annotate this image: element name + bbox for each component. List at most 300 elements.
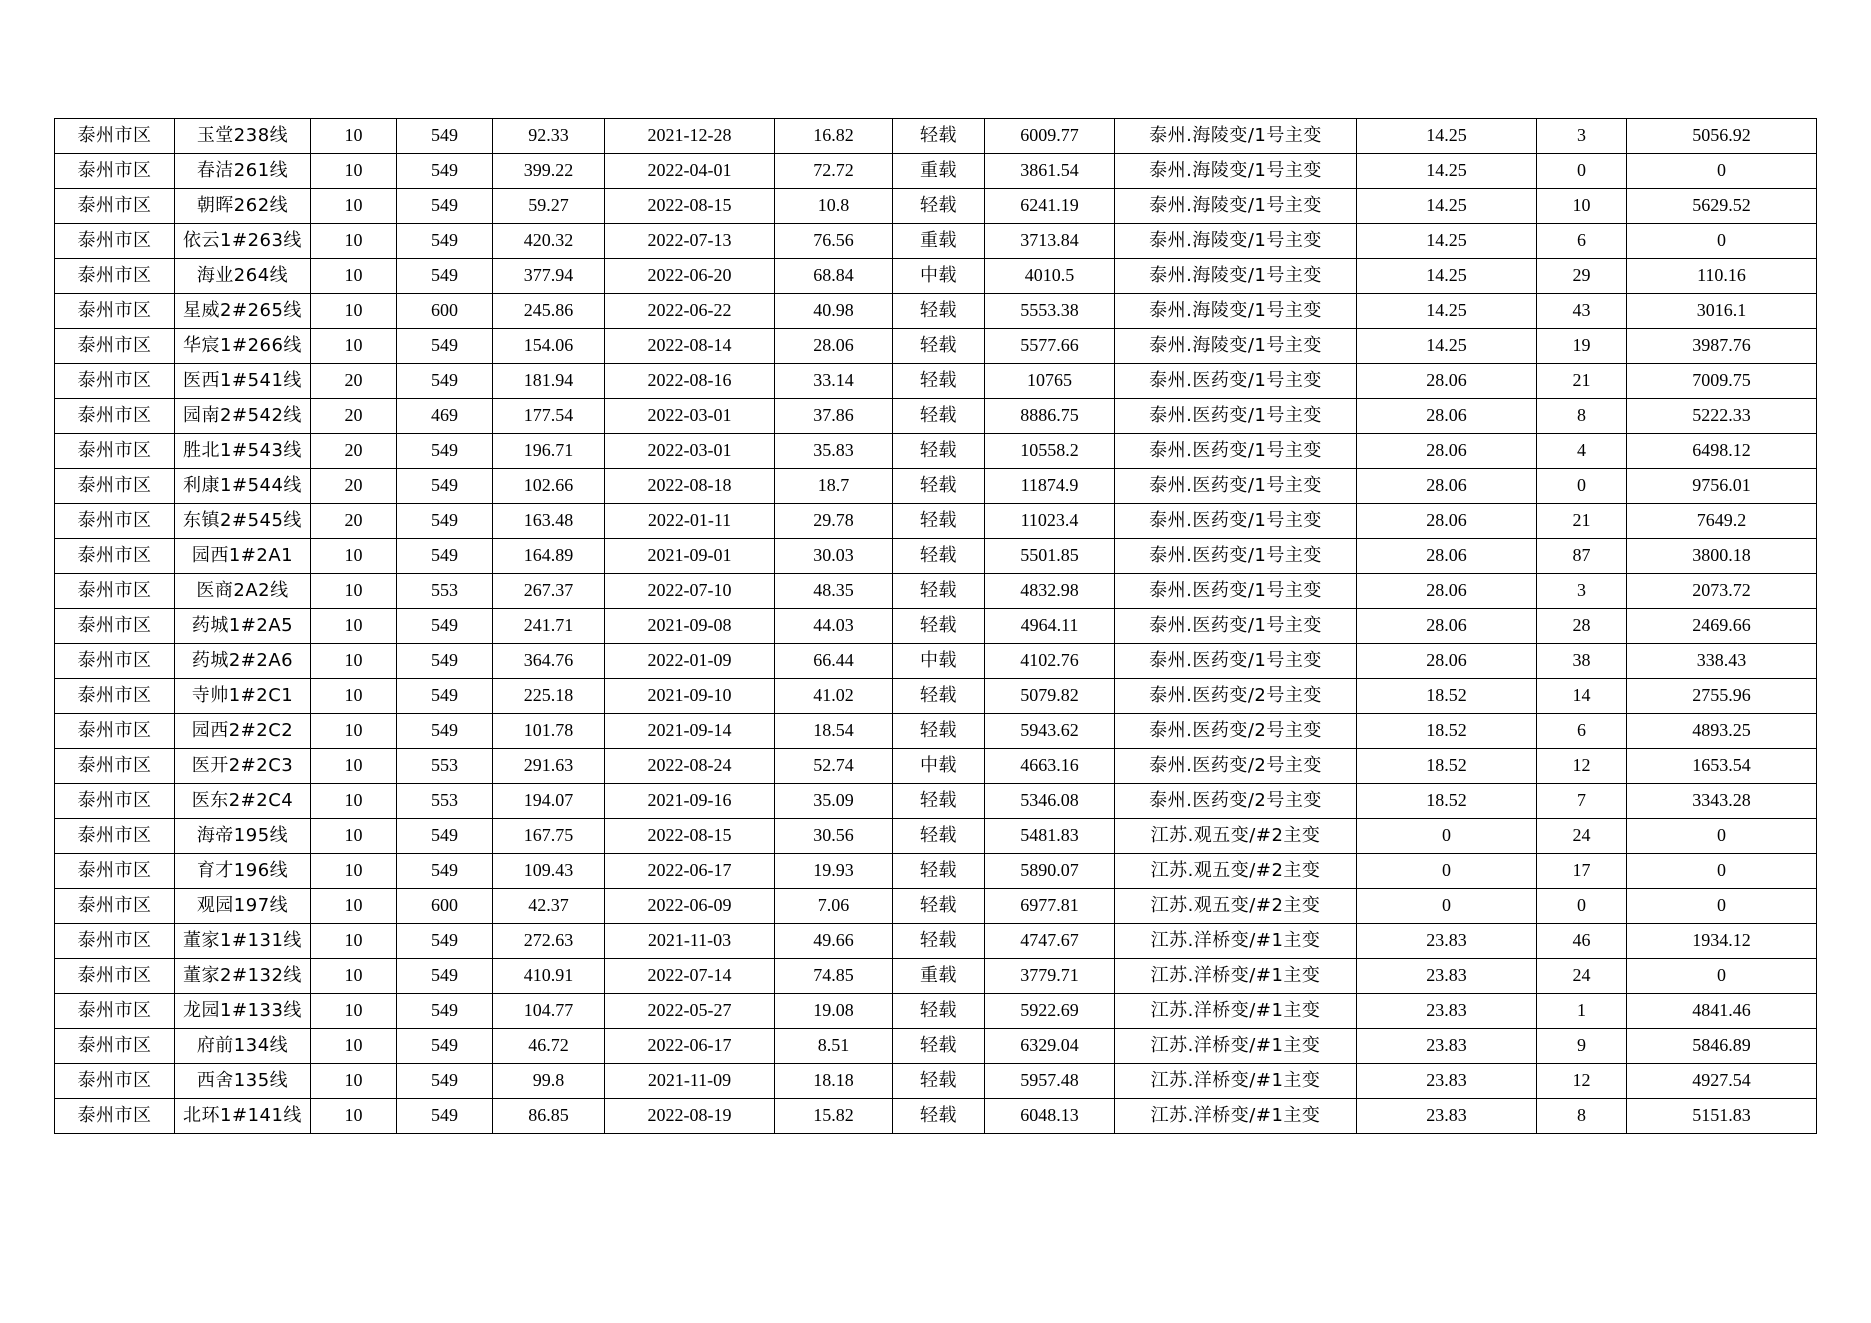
- table-cell: 3779.71: [985, 959, 1115, 994]
- table-cell: 轻载: [893, 819, 985, 854]
- table-cell: 23.83: [1357, 1099, 1537, 1134]
- table-cell: 18.18: [775, 1064, 893, 1099]
- table-cell: 245.86: [493, 294, 605, 329]
- table-cell: 46.72: [493, 1029, 605, 1064]
- table-cell: 19.08: [775, 994, 893, 1029]
- table-cell: 泰州市区: [55, 434, 175, 469]
- table-cell: 轻载: [893, 469, 985, 504]
- table-cell: 江苏.洋桥变/#1主变: [1115, 1064, 1357, 1099]
- table-cell: 11023.4: [985, 504, 1115, 539]
- table-cell: 5943.62: [985, 714, 1115, 749]
- table-cell: 14.25: [1357, 294, 1537, 329]
- table-cell: 泰州市区: [55, 784, 175, 819]
- table-cell: 寺帅1#2C1: [175, 679, 311, 714]
- table-cell: 10: [311, 1099, 397, 1134]
- table-cell: 87: [1537, 539, 1627, 574]
- table-cell: 549: [397, 189, 493, 224]
- table-cell: 10: [311, 1064, 397, 1099]
- table-cell: 35.83: [775, 434, 893, 469]
- table-cell: 泰州市区: [55, 504, 175, 539]
- table-cell: 8: [1537, 399, 1627, 434]
- table-cell: 海业264线: [175, 259, 311, 294]
- table-cell: 549: [397, 994, 493, 1029]
- table-cell: 399.22: [493, 154, 605, 189]
- table-cell: 泰州.医药变/1号主变: [1115, 364, 1357, 399]
- table-cell: 10: [311, 924, 397, 959]
- table-cell: 江苏.洋桥变/#1主变: [1115, 1029, 1357, 1064]
- table-cell: 泰州市区: [55, 119, 175, 154]
- table-cell: 553: [397, 749, 493, 784]
- table-cell: 549: [397, 1029, 493, 1064]
- table-cell: 2021-09-16: [605, 784, 775, 819]
- table-cell: 12: [1537, 1064, 1627, 1099]
- table-cell: 2021-12-28: [605, 119, 775, 154]
- table-cell: 30.03: [775, 539, 893, 574]
- table-cell: 0: [1627, 224, 1817, 259]
- table-cell: 5553.38: [985, 294, 1115, 329]
- table-cell: 6977.81: [985, 889, 1115, 924]
- table-cell: 28.06: [775, 329, 893, 364]
- table-cell: 2073.72: [1627, 574, 1817, 609]
- table-cell: 549: [397, 119, 493, 154]
- table-cell: 江苏.洋桥变/#1主变: [1115, 994, 1357, 1029]
- table-cell: 10: [311, 959, 397, 994]
- table-cell: 28.06: [1357, 434, 1537, 469]
- table-cell: 33.14: [775, 364, 893, 399]
- table-cell: 泰州市区: [55, 854, 175, 889]
- table-cell: 19: [1537, 329, 1627, 364]
- table-cell: 江苏.观五变/#2主变: [1115, 819, 1357, 854]
- table-cell: 海帝195线: [175, 819, 311, 854]
- table-cell: 8886.75: [985, 399, 1115, 434]
- table-cell: 7: [1537, 784, 1627, 819]
- table-cell: 泰州市区: [55, 889, 175, 924]
- table-cell: 2022-04-01: [605, 154, 775, 189]
- table-cell: 21: [1537, 504, 1627, 539]
- table-cell: 48.35: [775, 574, 893, 609]
- table-cell: 10: [311, 749, 397, 784]
- table-cell: 中载: [893, 259, 985, 294]
- table-cell: 29: [1537, 259, 1627, 294]
- table-cell: 7009.75: [1627, 364, 1817, 399]
- table-cell: 2022-03-01: [605, 434, 775, 469]
- table-cell: 72.72: [775, 154, 893, 189]
- table-cell: 2022-08-18: [605, 469, 775, 504]
- table-cell: 4927.54: [1627, 1064, 1817, 1099]
- table-cell: 66.44: [775, 644, 893, 679]
- table-cell: 2021-09-08: [605, 609, 775, 644]
- table-cell: 10: [311, 994, 397, 1029]
- table-row: [55, 924, 1817, 959]
- table-cell: 549: [397, 434, 493, 469]
- table-cell: 泰州.医药变/1号主变: [1115, 539, 1357, 574]
- table-cell: 10: [311, 294, 397, 329]
- table-cell: 549: [397, 1099, 493, 1134]
- table-cell: 3713.84: [985, 224, 1115, 259]
- table-cell: 华宸1#266线: [175, 329, 311, 364]
- table-cell: 2022-01-11: [605, 504, 775, 539]
- table-cell: 2022-03-01: [605, 399, 775, 434]
- table-cell: 2021-11-09: [605, 1064, 775, 1099]
- table-cell: 167.75: [493, 819, 605, 854]
- table-cell: 74.85: [775, 959, 893, 994]
- table-cell: 朝晖262线: [175, 189, 311, 224]
- table-cell: 泰州.医药变/2号主变: [1115, 714, 1357, 749]
- table-cell: 泰州.医药变/1号主变: [1115, 504, 1357, 539]
- table-cell: 28.06: [1357, 399, 1537, 434]
- table-cell: 轻载: [893, 854, 985, 889]
- table-cell: 泰州市区: [55, 714, 175, 749]
- table-cell: 泰州市区: [55, 1099, 175, 1134]
- table-cell: 23.83: [1357, 1029, 1537, 1064]
- table-cell: 14.25: [1357, 224, 1537, 259]
- table-cell: 5846.89: [1627, 1029, 1817, 1064]
- table-cell: 181.94: [493, 364, 605, 399]
- table-cell: 轻载: [893, 889, 985, 924]
- table-cell: 轻载: [893, 539, 985, 574]
- table-cell: 76.56: [775, 224, 893, 259]
- table-cell: 轻载: [893, 714, 985, 749]
- table-row: [55, 609, 1817, 644]
- table-cell: 46: [1537, 924, 1627, 959]
- table-cell: 420.32: [493, 224, 605, 259]
- table-cell: 轻载: [893, 784, 985, 819]
- table-cell: 西舍135线: [175, 1064, 311, 1099]
- table-cell: 5957.48: [985, 1064, 1115, 1099]
- table-row: [55, 259, 1817, 294]
- table-cell: 10: [311, 539, 397, 574]
- table-cell: 8.51: [775, 1029, 893, 1064]
- table-cell: 5501.85: [985, 539, 1115, 574]
- table-cell: 园西2#2C2: [175, 714, 311, 749]
- table-cell: 18.52: [1357, 749, 1537, 784]
- table-cell: 泰州市区: [55, 189, 175, 224]
- table-cell: 泰州.医药变/1号主变: [1115, 609, 1357, 644]
- table-cell: 泰州市区: [55, 364, 175, 399]
- table-cell: 5056.92: [1627, 119, 1817, 154]
- table-cell: 医西1#541线: [175, 364, 311, 399]
- table-cell: 99.8: [493, 1064, 605, 1099]
- table-row: [55, 959, 1817, 994]
- table-cell: 549: [397, 329, 493, 364]
- table-cell: 549: [397, 1064, 493, 1099]
- table-cell: 15.82: [775, 1099, 893, 1134]
- table-cell: 10: [311, 224, 397, 259]
- table-cell: 6241.19: [985, 189, 1115, 224]
- table-row: [55, 644, 1817, 679]
- table-row: [55, 504, 1817, 539]
- table-cell: 20: [311, 504, 397, 539]
- table-row: [55, 574, 1817, 609]
- table-cell: 园南2#542线: [175, 399, 311, 434]
- table-cell: 20: [311, 434, 397, 469]
- table-cell: 泰州.海陵变/1号主变: [1115, 259, 1357, 294]
- table-cell: 董家2#132线: [175, 959, 311, 994]
- table-cell: 14: [1537, 679, 1627, 714]
- table-cell: 3861.54: [985, 154, 1115, 189]
- table-cell: 2022-08-19: [605, 1099, 775, 1134]
- table-cell: 410.91: [493, 959, 605, 994]
- table-cell: 20: [311, 399, 397, 434]
- table-cell: 泰州.医药变/2号主变: [1115, 679, 1357, 714]
- table-row: [55, 679, 1817, 714]
- table-cell: 0: [1537, 154, 1627, 189]
- table-cell: 2022-06-17: [605, 854, 775, 889]
- table-cell: 177.54: [493, 399, 605, 434]
- table-cell: 4841.46: [1627, 994, 1817, 1029]
- table-cell: 3: [1537, 574, 1627, 609]
- table-cell: 轻载: [893, 119, 985, 154]
- table-cell: 泰州.医药变/1号主变: [1115, 434, 1357, 469]
- table-cell: 10: [311, 679, 397, 714]
- table-cell: 19.93: [775, 854, 893, 889]
- table-cell: 40.98: [775, 294, 893, 329]
- table-cell: 28.06: [1357, 644, 1537, 679]
- table-cell: 10: [311, 819, 397, 854]
- table-cell: 49.66: [775, 924, 893, 959]
- table-cell: 68.84: [775, 259, 893, 294]
- table-cell: 154.06: [493, 329, 605, 364]
- table-cell: 553: [397, 784, 493, 819]
- table-cell: 28.06: [1357, 469, 1537, 504]
- table-cell: 泰州市区: [55, 609, 175, 644]
- table-cell: 9: [1537, 1029, 1627, 1064]
- table-cell: 泰州.海陵变/1号主变: [1115, 189, 1357, 224]
- table-cell: 0: [1627, 854, 1817, 889]
- table-cell: 泰州市区: [55, 539, 175, 574]
- table-cell: 泰州市区: [55, 679, 175, 714]
- table-cell: 6048.13: [985, 1099, 1115, 1134]
- table-cell: 20: [311, 469, 397, 504]
- table-row: [55, 469, 1817, 504]
- table-cell: 4010.5: [985, 259, 1115, 294]
- table-cell: 14.25: [1357, 259, 1537, 294]
- table-cell: 轻载: [893, 189, 985, 224]
- table-cell: 医东2#2C4: [175, 784, 311, 819]
- table-cell: 泰州市区: [55, 1029, 175, 1064]
- table-cell: 2021-11-03: [605, 924, 775, 959]
- table-cell: 8: [1537, 1099, 1627, 1134]
- table-cell: 0: [1357, 819, 1537, 854]
- table-cell: 轻载: [893, 1064, 985, 1099]
- table-cell: 43: [1537, 294, 1627, 329]
- table-cell: 549: [397, 469, 493, 504]
- table-row: [55, 329, 1817, 364]
- table-cell: 549: [397, 224, 493, 259]
- table-cell: 10: [1537, 189, 1627, 224]
- table-cell: 10: [311, 119, 397, 154]
- table-cell: 29.78: [775, 504, 893, 539]
- table-cell: 2021-09-10: [605, 679, 775, 714]
- table-cell: 86.85: [493, 1099, 605, 1134]
- table-cell: 549: [397, 504, 493, 539]
- table-cell: 药城1#2A5: [175, 609, 311, 644]
- table-cell: 12: [1537, 749, 1627, 784]
- table-cell: 泰州.医药变/2号主变: [1115, 749, 1357, 784]
- table-cell: 2755.96: [1627, 679, 1817, 714]
- table-cell: 轻载: [893, 399, 985, 434]
- table-cell: 6: [1537, 224, 1627, 259]
- table-cell: 20: [311, 364, 397, 399]
- table-row: [55, 189, 1817, 224]
- table-cell: 东镇2#545线: [175, 504, 311, 539]
- table-cell: 2022-01-09: [605, 644, 775, 679]
- table-cell: 4832.98: [985, 574, 1115, 609]
- table-cell: 6009.77: [985, 119, 1115, 154]
- table-cell: 江苏.观五变/#2主变: [1115, 889, 1357, 924]
- table-cell: 泰州.医药变/1号主变: [1115, 399, 1357, 434]
- table-cell: 10: [311, 189, 397, 224]
- table-cell: 泰州市区: [55, 329, 175, 364]
- table-cell: 241.71: [493, 609, 605, 644]
- table-cell: 泰州市区: [55, 469, 175, 504]
- table-cell: 10: [311, 154, 397, 189]
- table-cell: 0: [1357, 854, 1537, 889]
- table-cell: 0: [1627, 154, 1817, 189]
- table-cell: 6329.04: [985, 1029, 1115, 1064]
- table-cell: 164.89: [493, 539, 605, 574]
- table-cell: 泰州.海陵变/1号主变: [1115, 294, 1357, 329]
- table-cell: 泰州市区: [55, 259, 175, 294]
- table-row: [55, 714, 1817, 749]
- table-cell: 轻载: [893, 924, 985, 959]
- table-cell: 2022-07-10: [605, 574, 775, 609]
- table-cell: 10: [311, 889, 397, 924]
- table-cell: 泰州市区: [55, 749, 175, 784]
- table-cell: 4: [1537, 434, 1627, 469]
- table-cell: 28.06: [1357, 364, 1537, 399]
- table-cell: 北环1#141线: [175, 1099, 311, 1134]
- table-cell: 泰州市区: [55, 224, 175, 259]
- table-cell: 52.74: [775, 749, 893, 784]
- table-row: [55, 749, 1817, 784]
- table-cell: 10.8: [775, 189, 893, 224]
- table-cell: 549: [397, 644, 493, 679]
- table-cell: 549: [397, 679, 493, 714]
- table-row: [55, 1029, 1817, 1064]
- table-cell: 267.37: [493, 574, 605, 609]
- table-cell: 泰州.医药变/1号主变: [1115, 469, 1357, 504]
- table-cell: 5629.52: [1627, 189, 1817, 224]
- table-cell: 272.63: [493, 924, 605, 959]
- table-cell: 6: [1537, 714, 1627, 749]
- table-row: [55, 994, 1817, 1029]
- table-cell: 0: [1627, 889, 1817, 924]
- table-cell: 轻载: [893, 329, 985, 364]
- table-cell: 10765: [985, 364, 1115, 399]
- table-row: [55, 1064, 1817, 1099]
- table-cell: 泰州.医药变/2号主变: [1115, 784, 1357, 819]
- table-cell: 5222.33: [1627, 399, 1817, 434]
- table-cell: 泰州市区: [55, 1064, 175, 1099]
- table-cell: 1: [1537, 994, 1627, 1029]
- table-cell: 5922.69: [985, 994, 1115, 1029]
- table-cell: 23.83: [1357, 1064, 1537, 1099]
- table-cell: 549: [397, 854, 493, 889]
- table-cell: 2022-06-09: [605, 889, 775, 924]
- table-cell: 3: [1537, 119, 1627, 154]
- table-cell: 14.25: [1357, 154, 1537, 189]
- table-cell: 江苏.观五变/#2主变: [1115, 854, 1357, 889]
- table-cell: 泰州.海陵变/1号主变: [1115, 329, 1357, 364]
- table-row: [55, 539, 1817, 574]
- table-cell: 泰州.海陵变/1号主变: [1115, 224, 1357, 259]
- table-row: [55, 784, 1817, 819]
- table-cell: 196.71: [493, 434, 605, 469]
- table-row: [55, 154, 1817, 189]
- table-cell: 轻载: [893, 609, 985, 644]
- table-cell: 377.94: [493, 259, 605, 294]
- table-cell: 5151.83: [1627, 1099, 1817, 1134]
- table-cell: 利康1#544线: [175, 469, 311, 504]
- table-cell: 28.06: [1357, 609, 1537, 644]
- table-cell: 17: [1537, 854, 1627, 889]
- table-cell: 轻载: [893, 294, 985, 329]
- table-cell: 10: [311, 1029, 397, 1064]
- table-cell: 92.33: [493, 119, 605, 154]
- table-body: [55, 119, 1817, 1134]
- table-cell: 江苏.洋桥变/#1主变: [1115, 1099, 1357, 1134]
- table-cell: 泰州市区: [55, 574, 175, 609]
- table-cell: 9756.01: [1627, 469, 1817, 504]
- table-cell: 10: [311, 784, 397, 819]
- table-cell: 2021-09-14: [605, 714, 775, 749]
- table-cell: 14.25: [1357, 329, 1537, 364]
- table-cell: 泰州市区: [55, 294, 175, 329]
- table-cell: 泰州市区: [55, 644, 175, 679]
- table-cell: 重载: [893, 154, 985, 189]
- table-cell: 2022-06-20: [605, 259, 775, 294]
- table-cell: 泰州市区: [55, 399, 175, 434]
- table-cell: 364.76: [493, 644, 605, 679]
- data-table: [54, 118, 1817, 1134]
- table-cell: 3343.28: [1627, 784, 1817, 819]
- table-cell: 1934.12: [1627, 924, 1817, 959]
- table-cell: 549: [397, 364, 493, 399]
- table-cell: 观园197线: [175, 889, 311, 924]
- table-row: [55, 224, 1817, 259]
- table-cell: 10558.2: [985, 434, 1115, 469]
- table-cell: 星威2#265线: [175, 294, 311, 329]
- table-cell: 549: [397, 259, 493, 294]
- table-cell: 10: [311, 329, 397, 364]
- table-cell: 163.48: [493, 504, 605, 539]
- table-cell: 10: [311, 259, 397, 294]
- table-cell: 2022-08-15: [605, 189, 775, 224]
- table-cell: 10: [311, 714, 397, 749]
- table-cell: 2022-06-22: [605, 294, 775, 329]
- table-cell: 医开2#2C3: [175, 749, 311, 784]
- table-cell: 7649.2: [1627, 504, 1817, 539]
- table-cell: 医商2A2线: [175, 574, 311, 609]
- table-cell: 泰州市区: [55, 154, 175, 189]
- table-cell: 泰州市区: [55, 924, 175, 959]
- table-cell: 2022-07-14: [605, 959, 775, 994]
- table-cell: 549: [397, 959, 493, 994]
- table-cell: 4663.16: [985, 749, 1115, 784]
- table-cell: 泰州.医药变/1号主变: [1115, 644, 1357, 679]
- table-cell: 10: [311, 574, 397, 609]
- table-cell: 291.63: [493, 749, 605, 784]
- table-cell: 2022-08-16: [605, 364, 775, 399]
- table-cell: 28: [1537, 609, 1627, 644]
- table-cell: 14.25: [1357, 119, 1537, 154]
- table-cell: 0: [1537, 889, 1627, 924]
- table-cell: 549: [397, 819, 493, 854]
- table-cell: 553: [397, 574, 493, 609]
- table-cell: 5346.08: [985, 784, 1115, 819]
- table-cell: 4102.76: [985, 644, 1115, 679]
